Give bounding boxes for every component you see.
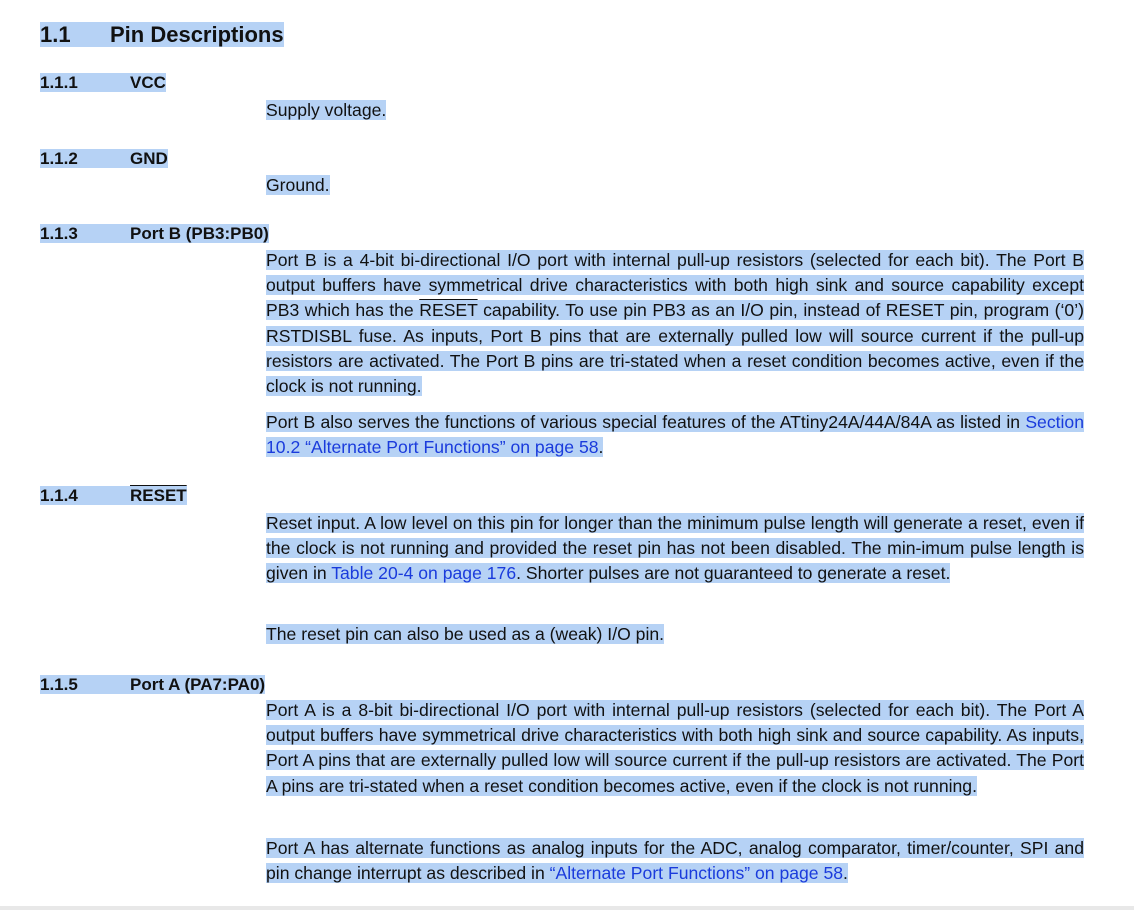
portb-text: Port B is a 4-bit bi-directional I/O port with internal pull-up resistors (selected for each bit). The Port B output buffers have symmetrical drive characteristics with both high sink and source capability except PB3 which has the — [266, 250, 1084, 321]
alternate-port-functions-link[interactable]: “Alternate Port Functions” on page 58 — [549, 863, 844, 884]
porta-text: Port A is a 8-bit bi-directional I/O port with internal pull-up resistors (selected for each bit). The Port A output buffers have symmetrical drive characteristics with both high sink and source capability. As inputs, Port A pins that are externally pulled low will source current if the pull-up resistors are activated. The Port A pins are tri-stated when a reset condition becomes active, even if the clock is not running. — [266, 700, 1084, 796]
reset-paragraph-1 — [266, 511, 1084, 587]
portb-text: capability. To use pin PB3 as an I/O pin, instead of RESET pin, program (‘0’) RSTDISBL fuse. As inputs, Port B pins that are externally pulled low will source current if the pull-up resistors are activated. The Port B pins are tri-stated when a reset condition becomes active, even if the clock is not running. — [266, 300, 1084, 397]
window-bottom-edge — [0, 906, 1134, 910]
porta-paragraph-1 — [266, 698, 1084, 799]
porta-text: . — [843, 863, 848, 884]
subsection-title: Port A (PA7:PA0) — [130, 675, 266, 694]
subsection-heading-gnd — [40, 147, 168, 171]
porta-text: Port A has alternate functions as analog inputs for the ADC, analog comparator, timer/counter, SPI and pin change interrupt as described in — [266, 838, 1084, 884]
reset-text: Reset input. A low level on this pin for longer than the minimum pulse length will generate a reset, even if the clock is not running and provided the reset pin has not been disabled. The min-imum pulse length is given in — [266, 513, 1084, 584]
portb-paragraph-1 — [266, 248, 1084, 399]
gnd-description — [266, 173, 330, 198]
subsection-number: 1.1.5 — [40, 675, 78, 694]
subsection-title: RESET — [130, 486, 187, 505]
subsection-number: 1.1.1 — [40, 73, 78, 92]
porta-paragraph-2 — [266, 836, 1084, 886]
portb-text: Port B also serves the functions of various special features of the ATtiny24A/44A/84A as listed in — [266, 412, 1026, 432]
subsection-number: 1.1.4 — [40, 486, 78, 505]
subsection-heading-portb — [40, 222, 269, 246]
section-title: Pin Descriptions — [110, 22, 284, 47]
subsection-title: Port B (PB3:PB0) — [130, 224, 269, 243]
reset-paragraph-2 — [266, 622, 664, 647]
reset-signal-name: RESET — [419, 300, 478, 321]
vcc-description — [266, 98, 386, 123]
subsection-number: 1.1.2 — [40, 149, 78, 168]
subsection-title: VCC — [130, 73, 166, 92]
portb-text: . — [598, 437, 604, 458]
subsection-heading-porta — [40, 673, 265, 697]
section-number: 1.1 — [40, 22, 71, 47]
gnd-text: Ground. — [266, 175, 330, 195]
subsection-heading-vcc — [40, 71, 166, 95]
subsection-heading-reset — [40, 484, 187, 508]
subsection-number: 1.1.3 — [40, 224, 78, 243]
reset-text: The reset pin can also be used as a (weak) I/O pin. — [266, 624, 665, 644]
table-20-4-link[interactable]: Table 20-4 on page 176 — [331, 563, 517, 584]
subsection-title: GND — [130, 149, 168, 168]
vcc-text: Supply voltage. — [266, 100, 387, 120]
alternate-port-functions-link[interactable]: Section 10.2 “Alternate Port Functions” on page 58 — [266, 412, 1084, 458]
portb-paragraph-2 — [266, 410, 1084, 460]
reset-text: . Shorter pulses are not guaranteed to generate a reset. — [516, 563, 951, 584]
section-heading — [40, 20, 284, 50]
